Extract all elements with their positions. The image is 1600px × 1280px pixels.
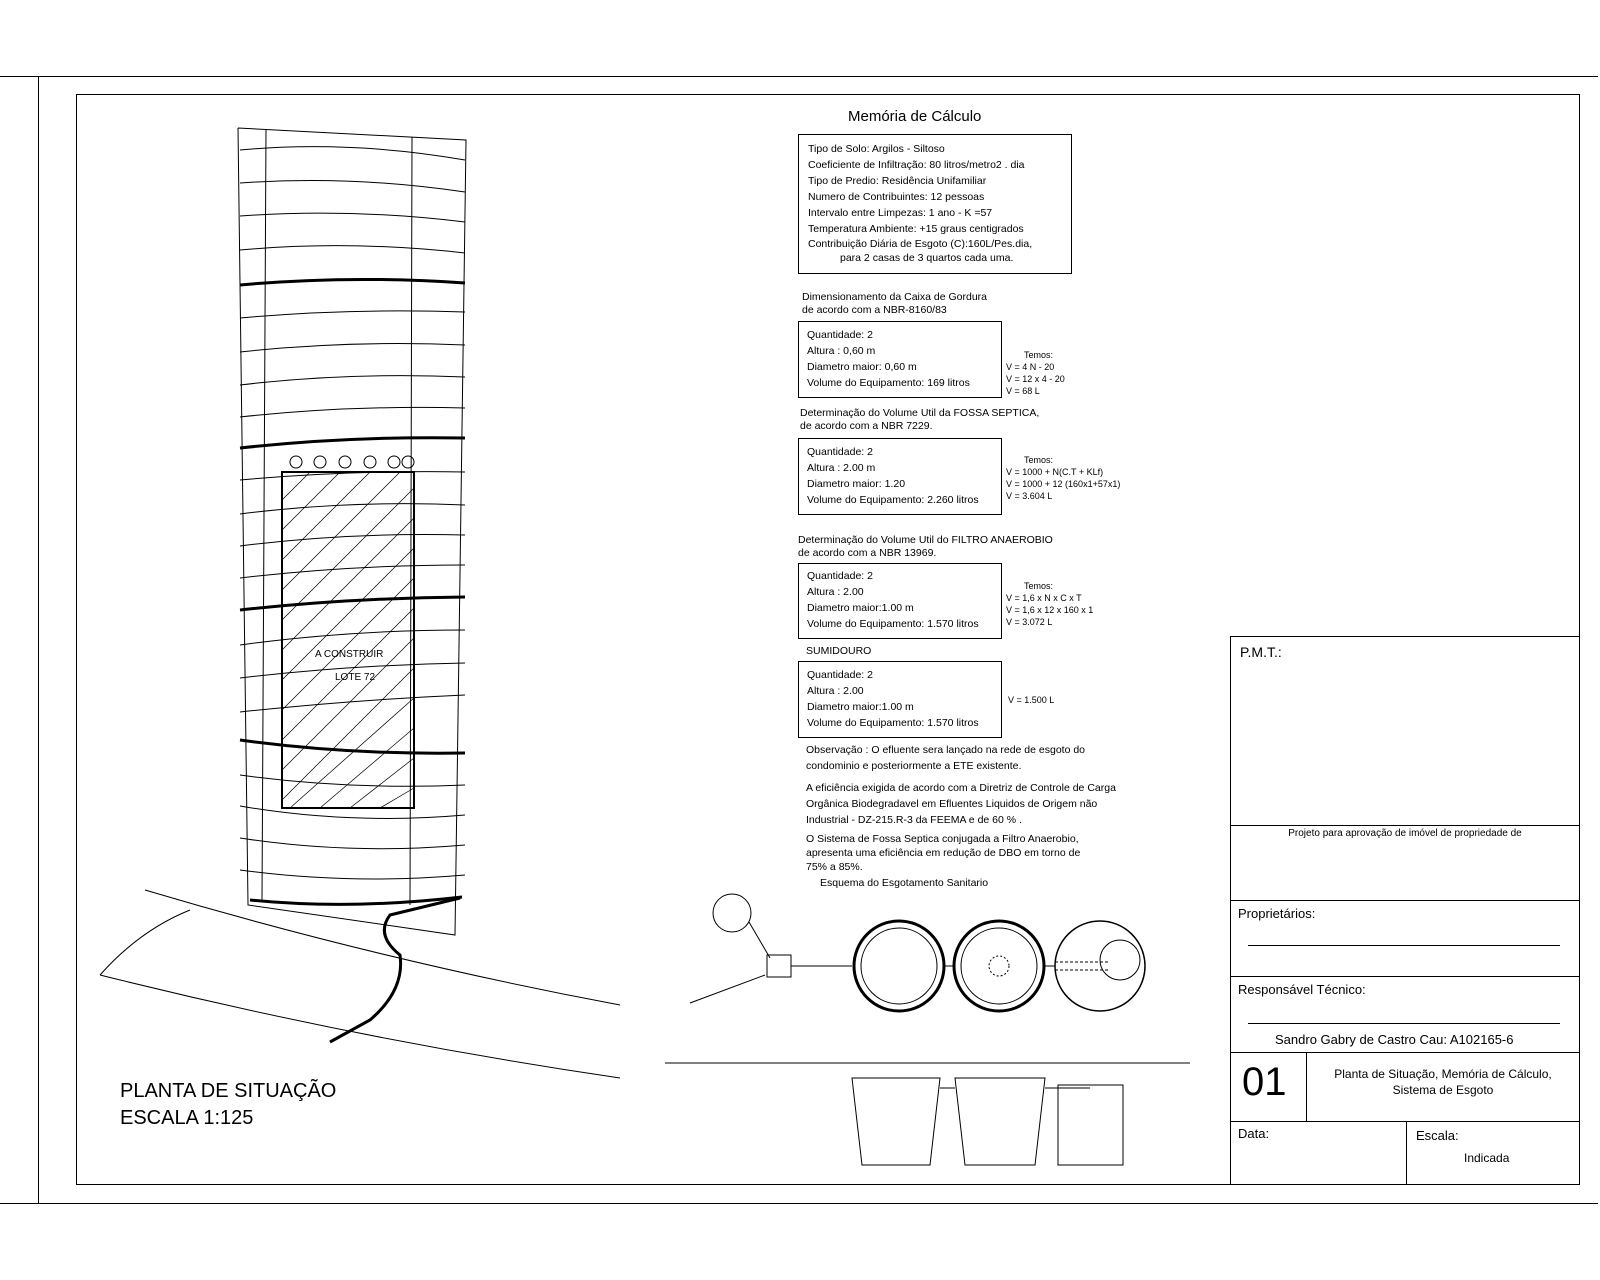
fossa-box — [798, 438, 1002, 515]
street-edge — [145, 890, 620, 1005]
fossa-termos — [1006, 454, 1120, 502]
sheet-title-line: Sistema de Esgoto — [1392, 1083, 1494, 1097]
termos-line: V = 12 x 4 - 20 — [1006, 374, 1065, 384]
escala-label: Escala: — [1416, 1128, 1459, 1143]
proprietarios-label: Proprietários: — [1238, 906, 1316, 921]
termos-line: V = 1000 + 12 (160x1+57x1) — [1006, 479, 1121, 489]
plan-title-block — [120, 1078, 336, 1132]
note-line: Orgânica Biodegradavel em Efluentes Liquidos de Origem não — [806, 798, 1098, 810]
note-line: Industrial - DZ-215.R-3 da FEEMA e de 60 % . — [806, 814, 1022, 826]
termos-line: V = 1,6 x 12 x 160 x 1 — [1006, 605, 1094, 615]
condition-line: Tipo de Solo: Argilos - Siltoso — [808, 143, 945, 155]
gordura-line: Quantidade: 2 — [807, 329, 873, 341]
sheet-title-line: Planta de Situação, Memória de Cálculo, — [1334, 1067, 1552, 1081]
note-line: O Sistema de Fossa Septica conjugada a Filtro Anaerobio, — [806, 833, 1079, 845]
tb-divider — [1230, 900, 1580, 901]
fossa-heading-line: Determinação do Volume Util da FOSSA SEPTICA, — [800, 407, 1040, 419]
pmt-label: P.M.T.: — [1240, 644, 1282, 660]
gordura-line: Altura : 0,60 m — [807, 345, 876, 357]
gordura-termos — [1006, 349, 1065, 397]
gordura-line: Volume do Equipamento: 169 litros — [807, 377, 970, 389]
sink-pit-top — [1055, 921, 1145, 1011]
signature-line — [1248, 1023, 1560, 1024]
tb-divider-vertical — [1406, 1121, 1407, 1185]
condition-line: Numero de Contribuintes: 12 pessoas — [808, 191, 985, 203]
conditions-box — [798, 134, 1072, 274]
filtro-heading-line: de acordo com a NBR 13969. — [798, 547, 937, 559]
sumidouro-box — [798, 661, 1002, 738]
condition-line: Temperatura Ambiente: +15 graus centigrados — [808, 223, 1024, 235]
condition-line: Contribuição Diária de Esgoto (C):160L/Pes.dia, — [808, 238, 1033, 250]
fossa-line: Diametro maior: 1.20 — [807, 478, 906, 490]
termos-line: Temos: — [1024, 455, 1054, 465]
tb-divider — [1230, 976, 1580, 977]
escala-value: Indicada — [1464, 1151, 1510, 1165]
signature-line — [1248, 945, 1560, 946]
tb-divider — [1230, 1052, 1580, 1053]
plan-title: PLANTA DE SITUAÇÃO — [120, 1080, 337, 1102]
fossa-heading-line: de acordo com a NBR 7229. — [800, 420, 933, 432]
sumidouro-line: Volume do Equipamento: 1.570 litros — [807, 717, 979, 729]
projeto-label: Projeto para aprovação de imóvel de propriedade de — [1288, 828, 1522, 839]
lot-boundary — [238, 128, 466, 935]
fossa-line: Volume do Equipamento: 2.260 litros — [807, 494, 979, 506]
filtro-termos — [1006, 580, 1093, 628]
gordura-box — [798, 321, 1002, 398]
filtro-box — [798, 563, 1002, 639]
termos-line: V = 68 L — [1006, 386, 1040, 396]
sumidouro-line: Diametro maior:1.00 m — [807, 701, 914, 713]
condition-line: Tipo de Predio: Residência Unifamiliar — [808, 175, 987, 187]
gordura-heading-line: de acordo com a NBR-8160/83 — [802, 304, 947, 316]
septic-tank-section — [852, 1078, 940, 1165]
note-line: A eficiência exigida de acordo com a Diretriz de Controle de Carga — [806, 782, 1116, 794]
tank-circles-row — [290, 456, 414, 468]
condition-line: Coeficiente de Infiltração: 80 litros/metro2 . dia — [808, 159, 1025, 171]
termos-line: V = 1,6 x N x C x T — [1006, 593, 1082, 603]
sewage-scheme-drawing — [665, 894, 1190, 1165]
title-block — [1230, 636, 1580, 1185]
sumidouro-termos: V = 1.500 L — [1008, 695, 1055, 705]
sheet-number: 01 — [1242, 1060, 1287, 1104]
filtro-line: Altura : 2.00 — [807, 586, 864, 598]
termos-line: Temos: — [1024, 581, 1054, 591]
gordura-heading — [802, 291, 987, 317]
note-line: 75% a 85%. — [806, 861, 863, 873]
building-footprint — [282, 472, 414, 808]
data-label: Data: — [1238, 1126, 1270, 1141]
termos-line: V = 3.604 L — [1006, 491, 1053, 501]
condition-line: para 2 casas de 3 quartos cada uma. — [840, 252, 1014, 264]
termos-line: V = 1000 + N(C.T + KLf) — [1006, 467, 1104, 477]
note-line: Observação : O efluente sera lançado na rede de esgoto do — [806, 744, 1086, 756]
sumidouro-line: Quantidade: 2 — [807, 669, 873, 681]
termos-line: Temos: — [1024, 350, 1054, 360]
gordura-line: Diametro maior: 0,60 m — [807, 361, 917, 373]
responsavel-name: Sandro Gabry de Castro Cau: A102165-6 — [1275, 1032, 1514, 1047]
sumidouro-line: Altura : 2.00 — [807, 685, 864, 697]
tb-divider — [1230, 825, 1580, 826]
sink-pit-section — [1058, 1085, 1123, 1165]
sistema-note — [806, 832, 1080, 874]
responsavel-label: Responsável Técnico: — [1238, 982, 1366, 997]
plan-scale: ESCALA 1:125 — [120, 1107, 254, 1129]
termos-line: V = 3.072 L — [1006, 617, 1053, 627]
fossa-line: Altura : 2.00 m — [807, 462, 876, 474]
contour-lines — [240, 147, 465, 905]
filter-section — [955, 1078, 1045, 1165]
memoria-title: Memória de Cálculo — [848, 108, 982, 125]
septic-tank-top — [854, 921, 944, 1011]
fossa-line: Quantidade: 2 — [807, 446, 873, 458]
esquema-caption: Esquema do Esgotamento Sanitario — [820, 877, 989, 889]
filtro-line: Diametro maior:1.00 m — [807, 602, 914, 614]
filtro-heading — [798, 534, 1053, 560]
lot-label: LOTE 72 — [335, 672, 376, 683]
condition-line: Intervalo entre Limpezas: 1 ano - K =57 — [808, 207, 993, 219]
tb-divider — [1230, 1121, 1580, 1122]
fossa-heading — [800, 407, 1039, 433]
filtro-line: Volume do Equipamento: 1.570 litros — [807, 618, 979, 630]
observacao-note — [806, 742, 1085, 774]
note-line: apresenta uma eficiência em redução de DBO em torno de — [806, 847, 1081, 859]
termos-line: V = 4 N - 20 — [1006, 362, 1055, 372]
building-label: A CONSTRUIR — [315, 649, 384, 660]
filter-top — [954, 921, 1044, 1011]
sumidouro-heading: SUMIDOURO — [806, 645, 872, 657]
filtro-line: Quantidade: 2 — [807, 570, 873, 582]
sheet-title — [1306, 1066, 1580, 1098]
filtro-heading-line: Determinação do Volume Util do FILTRO ANAEROBIO — [798, 534, 1053, 546]
eficiencia-note — [806, 780, 1116, 828]
gordura-heading-line: Dimensionamento da Caixa de Gordura — [802, 291, 988, 303]
note-line: condominio e posteriormente a ETE existente. — [806, 760, 1022, 772]
